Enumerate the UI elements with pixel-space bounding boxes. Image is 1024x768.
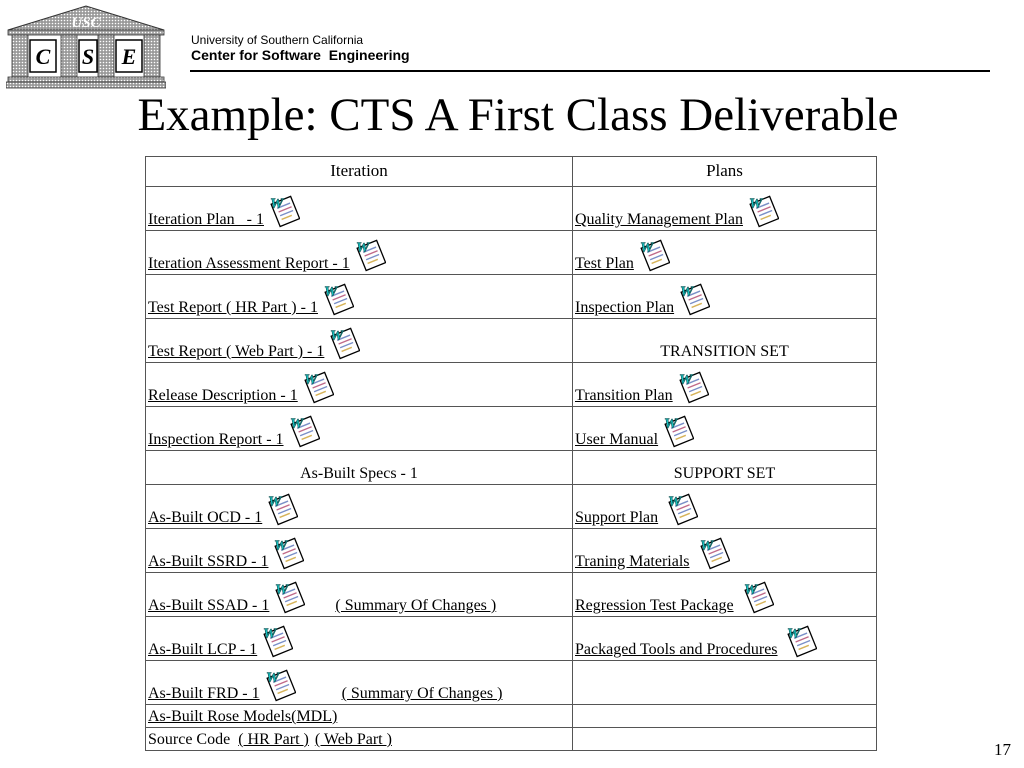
- source-code-web-link[interactable]: ( Web Part ): [314, 731, 392, 748]
- word-document-icon[interactable]: [743, 192, 779, 228]
- word-document-icon[interactable]: [694, 534, 730, 570]
- svg-text:W: W: [274, 538, 288, 554]
- table-cell: [146, 363, 573, 407]
- deliverables-table: [145, 156, 877, 751]
- table-row: [146, 617, 877, 661]
- word-document-icon[interactable]: [658, 412, 694, 448]
- as-built-lcp-link[interactable]: As-Built LCP - 1: [148, 641, 258, 658]
- svg-text:W: W: [330, 328, 344, 344]
- table-cell: [573, 363, 877, 407]
- svg-text:W: W: [269, 196, 284, 212]
- table-cell: [573, 275, 877, 319]
- test-plan-link[interactable]: Test Plan: [575, 255, 634, 272]
- table-row: [146, 529, 877, 573]
- table-cell: [573, 231, 877, 275]
- svg-text:W: W: [289, 416, 303, 432]
- table-cell-empty: [573, 705, 877, 728]
- svg-text:W: W: [265, 670, 279, 686]
- svg-text:W: W: [639, 240, 654, 256]
- word-document-icon[interactable]: [350, 236, 386, 272]
- svg-text:W: W: [748, 196, 763, 212]
- svg-text:W: W: [303, 372, 318, 388]
- word-document-icon[interactable]: [257, 622, 293, 658]
- table-row: [146, 451, 877, 485]
- table-row: [146, 275, 877, 319]
- logo-usc-text: USC: [71, 15, 101, 31]
- word-document-icon[interactable]: [634, 236, 670, 272]
- inspection-report-link[interactable]: Inspection Report - 1: [148, 431, 284, 448]
- source-code-label: Source Code: [148, 731, 235, 748]
- svg-text:W: W: [743, 582, 757, 598]
- as-built-rose-models-link[interactable]: As-Built Rose Models(MDL): [148, 708, 338, 725]
- as-built-frd-link[interactable]: As-Built FRD - 1: [148, 685, 260, 702]
- inspection-plan-link[interactable]: Inspection Plan: [575, 299, 675, 316]
- word-document-icon[interactable]: [298, 368, 334, 404]
- table-row: [146, 407, 877, 451]
- svg-text:W: W: [275, 582, 289, 598]
- word-document-icon[interactable]: [662, 490, 698, 526]
- transition-plan-link[interactable]: Transition Plan: [575, 387, 673, 404]
- table-row: [146, 231, 877, 275]
- test-report-hr-link[interactable]: Test Report ( HR Part ) - 1: [148, 299, 318, 316]
- table-cell: [146, 617, 573, 661]
- support-plan-link[interactable]: Support Plan: [575, 509, 659, 526]
- table-cell: [146, 661, 573, 705]
- slide-title: Example: CTS A First Class Deliverable: [137, 89, 899, 141]
- table-row: [146, 319, 877, 363]
- svg-text:W: W: [699, 538, 713, 554]
- as-built-specs-heading: As-Built Specs - 1: [146, 451, 573, 485]
- usc-cse-logo: [6, 4, 166, 90]
- word-document-icon[interactable]: [318, 280, 354, 316]
- table-cell: [146, 728, 573, 751]
- training-materials-link[interactable]: Traning Materials: [575, 553, 690, 570]
- logo-letter-c: C: [35, 44, 51, 69]
- test-report-web-link[interactable]: Test Report ( Web Part ) - 1: [148, 343, 325, 360]
- support-set-heading: SUPPORT SET: [573, 451, 877, 485]
- table-cell-empty: [573, 728, 877, 751]
- table-cell: [146, 319, 573, 363]
- table-row: [146, 705, 877, 728]
- table-cell: [146, 275, 573, 319]
- svg-text:W: W: [263, 626, 277, 642]
- column-header-plans: Plans: [573, 157, 877, 187]
- packaged-tools-link[interactable]: Packaged Tools and Procedures: [575, 641, 778, 658]
- table-row: [146, 661, 877, 705]
- svg-text:W: W: [678, 372, 692, 388]
- svg-text:W: W: [355, 240, 370, 256]
- center-name: Center for Software Engineering: [191, 47, 410, 63]
- logo-letter-s: S: [81, 44, 95, 69]
- word-document-icon[interactable]: [673, 368, 709, 404]
- table-cell: [573, 485, 877, 529]
- page-number: 17: [994, 740, 1011, 759]
- table-cell-empty: [573, 661, 877, 705]
- as-built-ssrd-link[interactable]: As-Built SSRD - 1: [148, 553, 269, 570]
- word-document-icon[interactable]: [738, 578, 774, 614]
- ssad-summary-of-changes-link[interactable]: ( Summary Of Changes ): [335, 597, 497, 614]
- university-name: University of Southern California: [191, 33, 364, 47]
- word-document-icon[interactable]: [268, 534, 304, 570]
- word-document-icon[interactable]: [269, 578, 305, 614]
- table-header-row: [146, 157, 877, 187]
- word-document-icon[interactable]: [262, 490, 298, 526]
- word-document-icon[interactable]: [781, 622, 817, 658]
- quality-management-plan-link[interactable]: Quality Management Plan: [575, 211, 743, 228]
- svg-text:W: W: [680, 284, 694, 300]
- svg-text:W: W: [323, 284, 338, 300]
- table-row: [146, 728, 877, 751]
- as-built-ssad-link[interactable]: As-Built SSAD - 1: [148, 597, 270, 614]
- iteration-plan-link[interactable]: Iteration Plan - 1: [148, 211, 264, 228]
- release-description-link[interactable]: Release Description - 1: [148, 387, 298, 404]
- frd-summary-of-changes-link[interactable]: ( Summary Of Changes ): [341, 685, 503, 702]
- word-document-icon[interactable]: [260, 666, 296, 702]
- table-cell: [146, 573, 573, 617]
- logo-letter-e: E: [121, 44, 137, 69]
- word-document-icon[interactable]: [284, 412, 320, 448]
- table-row: [146, 187, 877, 231]
- table-row: [146, 485, 877, 529]
- table-cell: [146, 231, 573, 275]
- table-cell: [573, 187, 877, 231]
- svg-text:W: W: [268, 494, 282, 510]
- user-manual-link[interactable]: User Manual: [575, 431, 659, 448]
- word-document-icon[interactable]: [264, 192, 300, 228]
- svg-text:W: W: [668, 494, 682, 510]
- table-row: [146, 363, 877, 407]
- transition-set-heading: TRANSITION SET: [573, 319, 877, 363]
- table-cell: [146, 485, 573, 529]
- column-header-iteration: Iteration: [146, 157, 573, 187]
- word-document-icon[interactable]: [324, 324, 360, 360]
- table-cell: [573, 529, 877, 573]
- table-cell: [146, 187, 573, 231]
- table-cell: [146, 705, 573, 728]
- table-row: [146, 573, 877, 617]
- table-cell: [573, 573, 877, 617]
- regression-test-package-link[interactable]: Regression Test Package: [575, 597, 734, 614]
- source-code-hr-link[interactable]: ( HR Part ): [238, 731, 309, 748]
- as-built-ocd-link[interactable]: As-Built OCD - 1: [148, 509, 263, 526]
- table-cell: [146, 407, 573, 451]
- iteration-assessment-report-link[interactable]: Iteration Assessment Report - 1: [148, 255, 350, 272]
- svg-text:W: W: [664, 416, 678, 432]
- header-divider: [190, 70, 990, 72]
- table-cell: [573, 407, 877, 451]
- table-cell: [146, 529, 573, 573]
- word-document-icon[interactable]: [674, 280, 710, 316]
- table-cell: [573, 617, 877, 661]
- svg-text:W: W: [786, 626, 800, 642]
